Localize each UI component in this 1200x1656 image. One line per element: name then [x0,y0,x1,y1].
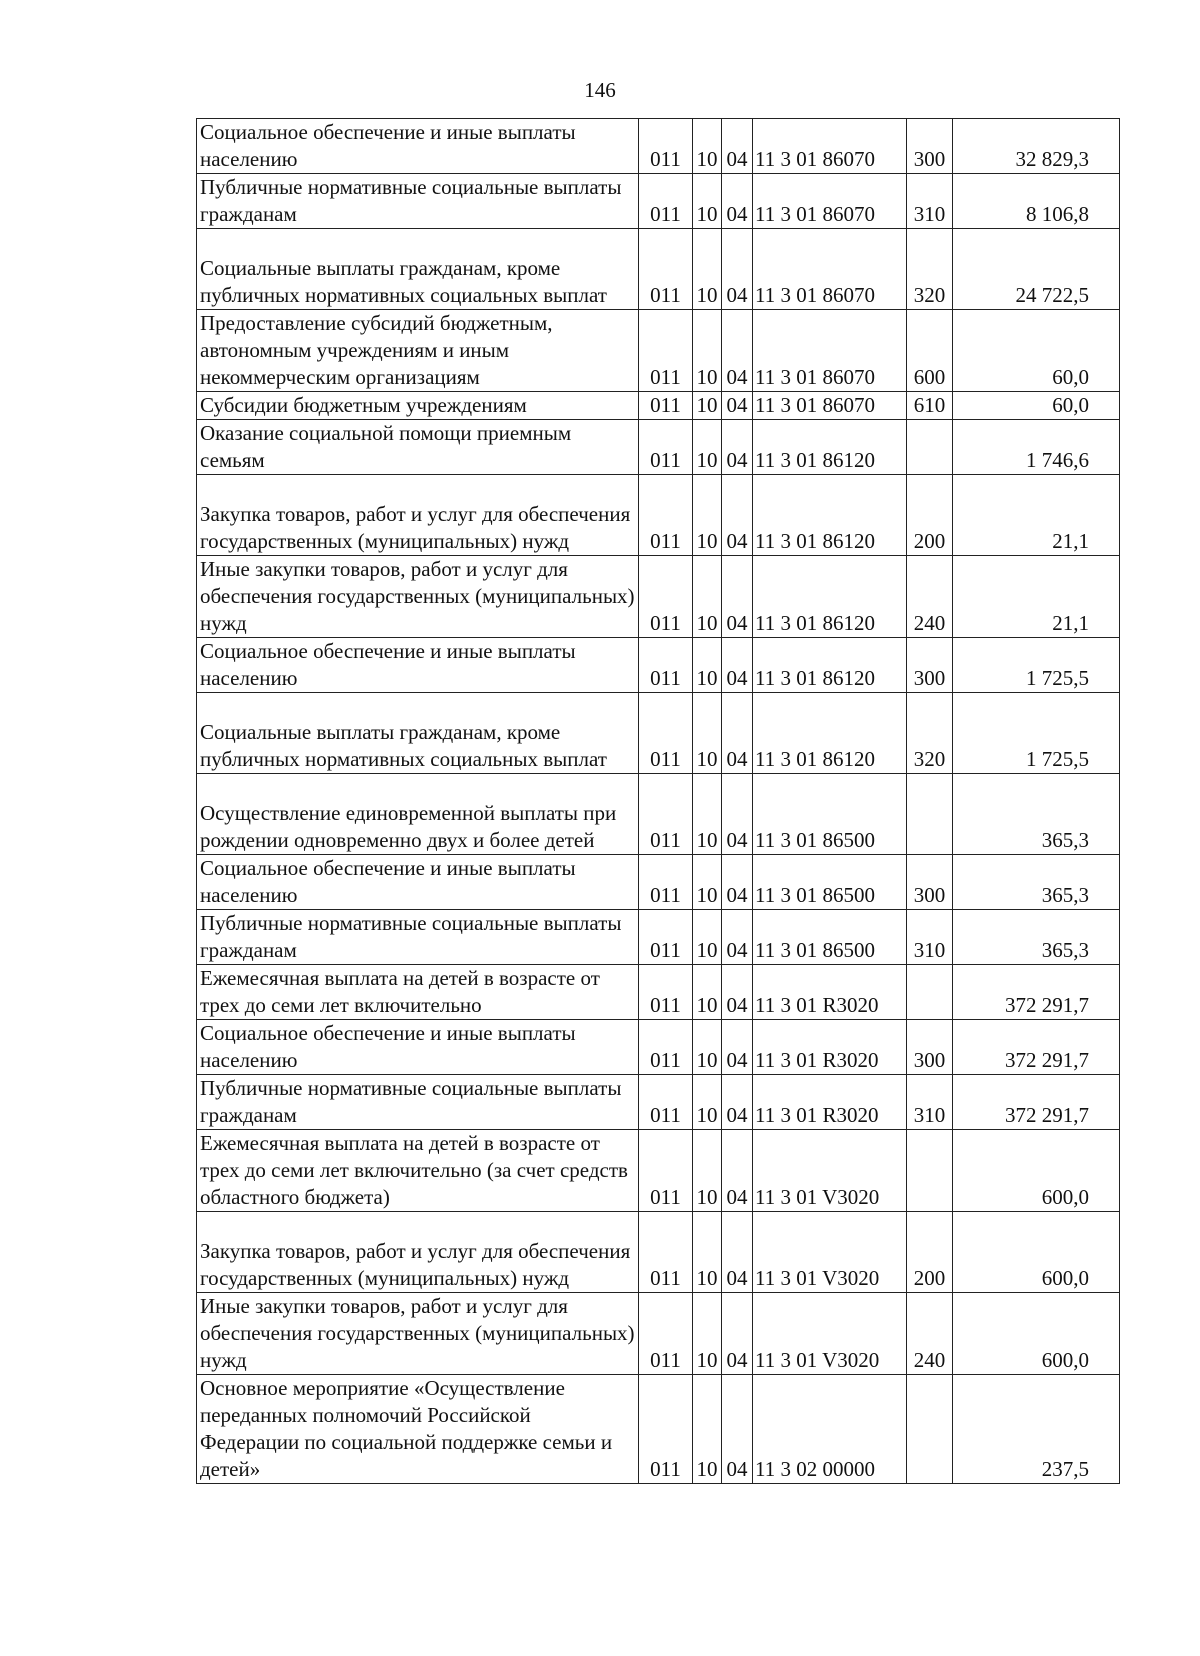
subsection-code-cell: 04 [722,310,753,392]
section-code-cell: 10 [693,1075,722,1130]
expense-type-cell: 320 [907,693,953,774]
target-article-cell: 11 3 01 86120 [753,638,907,693]
subsection-code-cell: 04 [722,1212,753,1293]
ministry-code-cell: 011 [639,229,693,310]
ministry-code-cell: 011 [639,1020,693,1075]
amount-cell: 1 746,6 [953,420,1120,475]
amount-cell: 365,3 [953,855,1120,910]
expense-name-cell: Закупка товаров, работ и услуг для обеспечения государственных (муниципальных) нужд [197,475,639,556]
target-article-cell: 11 3 01 86500 [753,774,907,855]
expense-name-cell: Предоставление субсидий бюджетным, автономным учреждениям и иным некоммерческим организациям [197,310,639,392]
table-row [197,1130,1120,1212]
ministry-code-cell: 011 [639,855,693,910]
amount-cell: 365,3 [953,774,1120,855]
expense-type-cell: 310 [907,910,953,965]
section-code-cell: 10 [693,174,722,229]
ministry-code-cell: 011 [639,392,693,420]
target-article-cell: 11 3 01 86070 [753,174,907,229]
ministry-code-cell: 011 [639,1075,693,1130]
section-code-cell: 10 [693,556,722,638]
ministry-code-cell: 011 [639,910,693,965]
table-row [197,1020,1120,1075]
target-article-cell: 11 3 01 86120 [753,693,907,774]
amount-cell: 60,0 [953,392,1120,420]
ministry-code-cell: 011 [639,774,693,855]
amount-cell: 1 725,5 [953,693,1120,774]
amount-cell: 237,5 [953,1375,1120,1484]
section-code-cell: 10 [693,910,722,965]
page-number: 146 [584,78,616,102]
amount-cell: 21,1 [953,556,1120,638]
target-article-cell: 11 3 01 86500 [753,910,907,965]
expense-name-cell: Осуществление единовременной выплаты при рождении одновременно двух и более детей [197,774,639,855]
target-article-cell: 11 3 01 V3020 [753,1293,907,1375]
table-row [197,1375,1120,1484]
section-code-cell: 10 [693,1293,722,1375]
ministry-code-cell: 011 [639,638,693,693]
subsection-code-cell: 04 [722,965,753,1020]
amount-cell: 24 722,5 [953,229,1120,310]
target-article-cell: 11 3 01 R3020 [753,965,907,1020]
expense-name-cell: Публичные нормативные социальные выплаты гражданам [197,1075,639,1130]
section-code-cell: 10 [693,420,722,475]
subsection-code-cell: 04 [722,475,753,556]
table-row [197,556,1120,638]
ministry-code-cell: 011 [639,1375,693,1484]
target-article-cell: 11 3 01 86120 [753,475,907,556]
table-row [197,1212,1120,1293]
amount-cell: 600,0 [953,1293,1120,1375]
expense-name-cell: Социальные выплаты гражданам, кроме публичных нормативных социальных выплат [197,693,639,774]
target-article-cell: 11 3 02 00000 [753,1375,907,1484]
target-article-cell: 11 3 01 R3020 [753,1075,907,1130]
expense-type-cell: 310 [907,174,953,229]
subsection-code-cell: 04 [722,1075,753,1130]
ministry-code-cell: 011 [639,1212,693,1293]
amount-cell: 600,0 [953,1212,1120,1293]
ministry-code-cell: 011 [639,693,693,774]
expense-name-cell: Основное мероприятие «Осуществление переданных полномочий Российской Федерации по социальной поддержке семьи и детей» [197,1375,639,1484]
subsection-code-cell: 04 [722,392,753,420]
table-row [197,1293,1120,1375]
target-article-cell: 11 3 01 86070 [753,119,907,174]
expense-type-cell: 320 [907,229,953,310]
expense-type-cell: 240 [907,1293,953,1375]
amount-cell: 8 106,8 [953,174,1120,229]
amount-cell: 60,0 [953,310,1120,392]
amount-cell: 372 291,7 [953,1075,1120,1130]
amount-cell: 365,3 [953,910,1120,965]
expense-name-cell: Социальное обеспечение и иные выплаты населению [197,638,639,693]
expense-type-cell: 300 [907,1020,953,1075]
ministry-code-cell: 011 [639,310,693,392]
table-row [197,910,1120,965]
table-row [197,229,1120,310]
section-code-cell: 10 [693,693,722,774]
table-row [197,310,1120,392]
target-article-cell: 11 3 01 86500 [753,855,907,910]
expense-type-cell [907,965,953,1020]
table-row [197,965,1120,1020]
section-code-cell: 10 [693,1212,722,1293]
section-code-cell: 10 [693,855,722,910]
table-row [197,119,1120,174]
ministry-code-cell: 011 [639,475,693,556]
expense-type-cell: 610 [907,392,953,420]
expense-name-cell: Иные закупки товаров, работ и услуг для обеспечения государственных (муниципальных) нужд [197,556,639,638]
section-code-cell: 10 [693,119,722,174]
amount-cell: 1 725,5 [953,638,1120,693]
expense-name-cell: Социальное обеспечение и иные выплаты населению [197,119,639,174]
target-article-cell: 11 3 01 86120 [753,556,907,638]
target-article-cell: 11 3 01 V3020 [753,1130,907,1212]
target-article-cell: 11 3 01 86070 [753,229,907,310]
expense-name-cell: Публичные нормативные социальные выплаты гражданам [197,910,639,965]
ministry-code-cell: 011 [639,119,693,174]
amount-cell: 600,0 [953,1130,1120,1212]
expense-name-cell: Иные закупки товаров, работ и услуг для обеспечения государственных (муниципальных) нужд [197,1293,639,1375]
table-row [197,774,1120,855]
section-code-cell: 10 [693,774,722,855]
expense-type-cell: 300 [907,119,953,174]
subsection-code-cell: 04 [722,693,753,774]
section-code-cell: 10 [693,1375,722,1484]
table-row [197,1075,1120,1130]
ministry-code-cell: 011 [639,420,693,475]
expense-type-cell [907,774,953,855]
section-code-cell: 10 [693,1020,722,1075]
subsection-code-cell: 04 [722,1375,753,1484]
expense-name-cell: Закупка товаров, работ и услуг для обеспечения государственных (муниципальных) нужд [197,1212,639,1293]
section-code-cell: 10 [693,229,722,310]
amount-cell: 32 829,3 [953,119,1120,174]
expense-type-cell: 200 [907,1212,953,1293]
amount-cell: 372 291,7 [953,1020,1120,1075]
budget-table-body [197,119,1120,1484]
table-row [197,475,1120,556]
subsection-code-cell: 04 [722,774,753,855]
expense-name-cell: Ежемесячная выплата на детей в возрасте от трех до семи лет включительно (за счет средств областного бюджета) [197,1130,639,1212]
budget-table [196,118,1120,1484]
table-row [197,174,1120,229]
expense-name-cell: Социальные выплаты гражданам, кроме публичных нормативных социальных выплат [197,229,639,310]
target-article-cell: 11 3 01 86070 [753,310,907,392]
subsection-code-cell: 04 [722,556,753,638]
ministry-code-cell: 011 [639,174,693,229]
table-row [197,693,1120,774]
section-code-cell: 10 [693,475,722,556]
expense-name-cell: Субсидии бюджетным учреждениям [197,392,639,420]
table-row [197,855,1120,910]
subsection-code-cell: 04 [722,1020,753,1075]
expense-type-cell [907,1375,953,1484]
expense-name-cell: Оказание социальной помощи приемным семьям [197,420,639,475]
table-row [197,392,1120,420]
target-article-cell: 11 3 01 R3020 [753,1020,907,1075]
section-code-cell: 10 [693,965,722,1020]
subsection-code-cell: 04 [722,119,753,174]
expense-type-cell: 300 [907,855,953,910]
ministry-code-cell: 011 [639,1293,693,1375]
amount-cell: 372 291,7 [953,965,1120,1020]
expense-name-cell: Социальное обеспечение и иные выплаты населению [197,855,639,910]
amount-cell: 21,1 [953,475,1120,556]
ministry-code-cell: 011 [639,556,693,638]
expense-type-cell: 310 [907,1075,953,1130]
section-code-cell: 10 [693,638,722,693]
expense-type-cell: 200 [907,475,953,556]
subsection-code-cell: 04 [722,174,753,229]
section-code-cell: 10 [693,1130,722,1212]
subsection-code-cell: 04 [722,1293,753,1375]
target-article-cell: 11 3 01 86070 [753,392,907,420]
target-article-cell: 11 3 01 86120 [753,420,907,475]
expense-name-cell: Социальное обеспечение и иные выплаты населению [197,1020,639,1075]
expense-type-cell [907,1130,953,1212]
section-code-cell: 10 [693,310,722,392]
target-article-cell: 11 3 01 V3020 [753,1212,907,1293]
table-row [197,638,1120,693]
expense-type-cell: 600 [907,310,953,392]
subsection-code-cell: 04 [722,910,753,965]
ministry-code-cell: 011 [639,965,693,1020]
subsection-code-cell: 04 [722,638,753,693]
ministry-code-cell: 011 [639,1130,693,1212]
expense-type-cell: 240 [907,556,953,638]
section-code-cell: 10 [693,392,722,420]
subsection-code-cell: 04 [722,420,753,475]
expense-name-cell: Ежемесячная выплата на детей в возрасте от трех до семи лет включительно [197,965,639,1020]
expense-type-cell [907,420,953,475]
subsection-code-cell: 04 [722,1130,753,1212]
table-row [197,420,1120,475]
expense-name-cell: Публичные нормативные социальные выплаты гражданам [197,174,639,229]
expense-type-cell: 300 [907,638,953,693]
subsection-code-cell: 04 [722,855,753,910]
subsection-code-cell: 04 [722,229,753,310]
